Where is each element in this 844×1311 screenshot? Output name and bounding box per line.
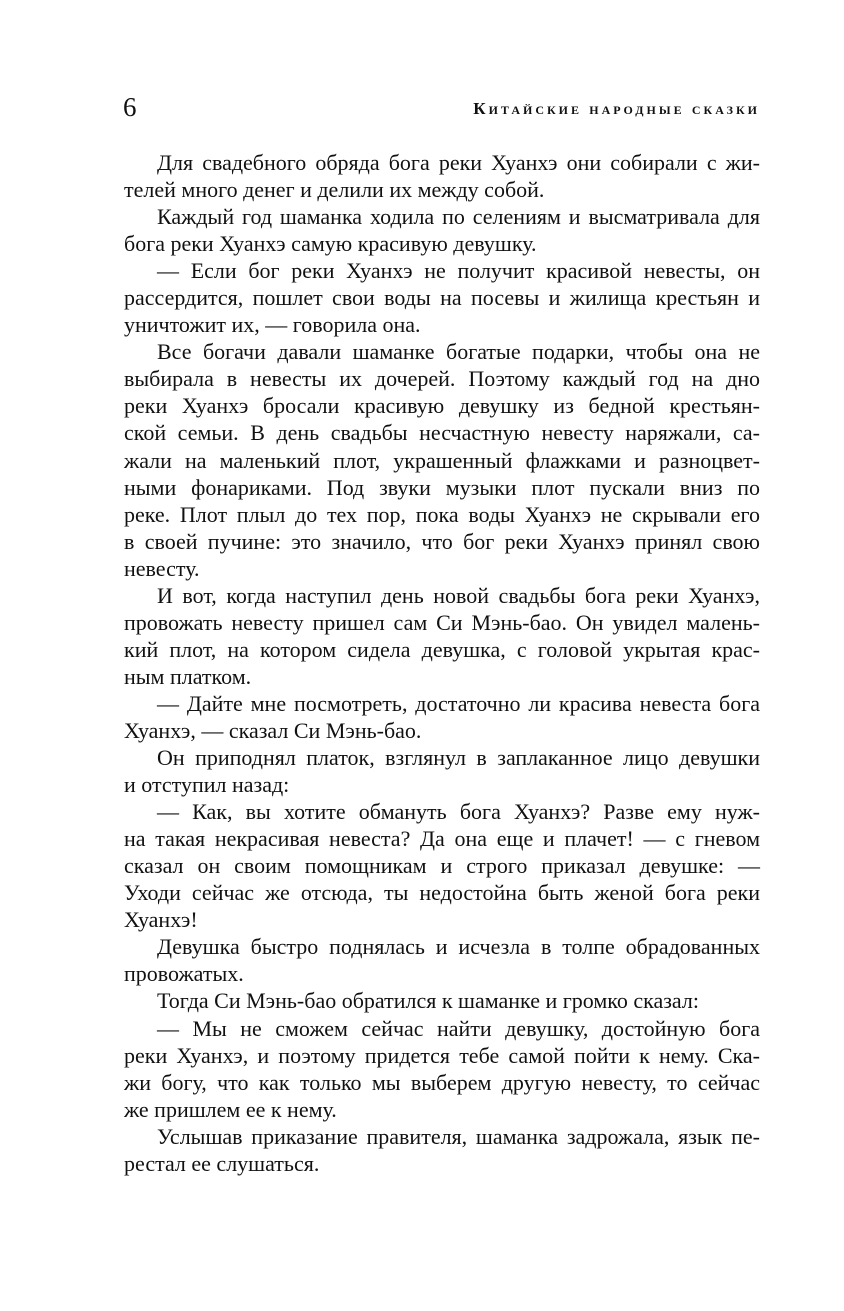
text-line: ным платком. xyxy=(124,663,252,689)
text-line: Все богачи давали шаманке богатые подарки, чтобы она не xyxy=(157,339,760,365)
text-line: ской семьи. В день свадьбы несчастную невесту наряжали, са- xyxy=(124,420,760,446)
text-line: реки Хуанхэ бросали красивую девушку из бедной крестьян- xyxy=(124,393,760,419)
page-number: 6 xyxy=(123,92,137,122)
text-line: сказал он своим помощникам и строго приказал девушке: — xyxy=(124,853,760,879)
text-line: же пришлем ее к нему. xyxy=(124,1096,337,1122)
text-line: Для свадебного обряда бога реки Хуанхэ они собирали с жи- xyxy=(157,150,760,175)
paragraph xyxy=(124,1015,760,1123)
paragraph xyxy=(124,149,760,203)
text-line: бога реки Хуанхэ самую красивую девушку. xyxy=(124,231,537,257)
paragraph xyxy=(124,690,760,744)
text-line: — Мы не сможем сейчас найти девушку, достойную бога xyxy=(157,1015,760,1041)
text-line: ными фонариками. Под звуки музыки плот пускали вниз по xyxy=(124,474,760,500)
text-line: кий плот, на котором сидела девушка, с головой укрытая крас- xyxy=(124,636,760,662)
text-line: рассердится, пошлет свои воды на посевы и жилища крестьян и xyxy=(124,285,760,311)
page-body-text xyxy=(124,149,760,1177)
text-line: на такая некрасивая невеста? Да она еще и плачет! — с гневом xyxy=(124,826,760,852)
text-line: выбирала в невесты их дочерей. Поэтому каждый год на дно xyxy=(124,366,760,392)
text-line: в своей пучине: это значило, что бог реки Хуанхэ принял свою xyxy=(124,528,760,554)
text-line: невесту. xyxy=(124,555,200,581)
text-line: и отступил назад: xyxy=(124,772,290,798)
running-title: Китайские народные сказки xyxy=(473,99,760,118)
text-line: Он приподнял платок, взглянул в заплаканное лицо девушки xyxy=(157,745,760,771)
text-line: телей много денег и делили их между собой. xyxy=(124,177,545,203)
text-line: провожать невесту пришел сам Си Мэнь-бао. Он увидел малень- xyxy=(124,609,760,635)
text-line: Каждый год шаманка ходила по селениям и высматривала для xyxy=(157,204,760,230)
paragraph xyxy=(124,933,760,987)
paragraph xyxy=(124,582,760,690)
text-line: реке. Плот плыл до тех пор, пока воды Хуанхэ не скрывали его xyxy=(124,501,760,527)
text-line: провожатых. xyxy=(124,961,244,987)
paragraph xyxy=(124,744,760,798)
text-line: — Как, вы хотите обмануть бога Хуанхэ? Разве ему нуж- xyxy=(157,799,760,825)
paragraph xyxy=(124,338,760,581)
paragraph xyxy=(124,257,760,338)
text-line: жали на маленький плот, украшенный флажками и разноцвет- xyxy=(124,447,760,473)
paragraph xyxy=(124,987,760,1014)
text-line: реки Хуанхэ, и поэтому придется тебе самой пойти к нему. Ска- xyxy=(124,1042,760,1068)
text-line: И вот, когда наступил день новой свадьбы бога реки Хуанхэ, xyxy=(157,582,760,608)
text-line: жи богу, что как только мы выберем другую невесту, то сейчас xyxy=(124,1069,760,1095)
text-line: Услышав приказание правителя, шаманка задрожала, язык пе- xyxy=(157,1123,760,1149)
text-line: Девушка быстро поднялась и исчезла в толпе обрадованных xyxy=(157,934,760,960)
text-line: — Дайте мне посмотреть, достаточно ли красива невеста бога xyxy=(157,690,760,716)
paragraph xyxy=(124,203,760,257)
paragraph xyxy=(124,1123,760,1177)
text-line: уничтожит их, — говорила она. xyxy=(124,312,421,338)
text-line: — Если бог реки Хуанхэ не получит красивой невесты, он xyxy=(157,258,760,284)
text-line: Хуанхэ! xyxy=(124,907,198,933)
text-line: Уходи сейчас же отсюда, ты недостойна быть женой бога реки xyxy=(124,880,760,906)
text-line: рестал ее слушаться. xyxy=(124,1150,320,1176)
text-line: Хуанхэ, — сказал Си Мэнь-бао. xyxy=(124,717,422,743)
text-line: Тогда Си Мэнь-бао обратился к шаманке и громко сказал: xyxy=(157,988,699,1014)
paragraph xyxy=(124,798,760,933)
